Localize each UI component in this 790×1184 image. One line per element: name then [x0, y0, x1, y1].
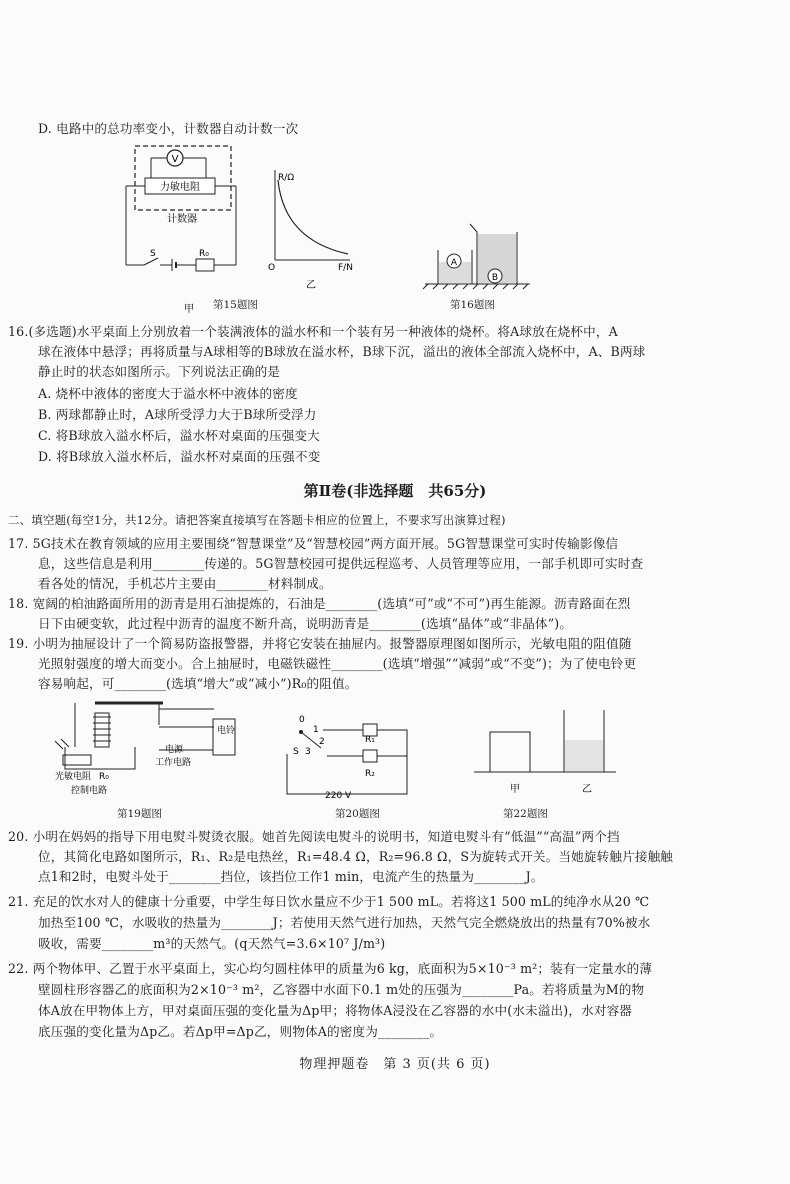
- q22-line: 体A放在甲物体上方，甲对桌面压强的变化量为Δp甲；将物体A浸没在乙容器的水中(水未溢出)，水对容器: [38, 1003, 633, 1018]
- node-2: 2: [319, 737, 325, 747]
- q16-option-b: B. 两球都静止时，A球所受浮力大于B球所受浮力: [38, 407, 317, 422]
- section-instructions: 二、填空题(每空1分，共12分。请把答案直接填写在答题卡相应的位置上，不要求写出演算过程): [8, 513, 506, 527]
- node-0: 0: [299, 715, 305, 725]
- r0-label: R₀: [199, 249, 209, 259]
- figure-19: [55, 695, 265, 805]
- bell-label: 电铃: [217, 726, 236, 736]
- q18-line: 日下由硬变软，此过程中沥青的温度不断升高，说明沥青是________(选填“晶体”或“非晶体”)。: [38, 616, 573, 631]
- q17-line: 看各处的情况，手机芯片主要由________材料制成。: [38, 576, 332, 591]
- caption-20: 第20题图: [335, 808, 380, 820]
- q19-line: 光照射强度的增大而变小。合上抽屉时，电磁铁磁性________(选填“增强”“减弱”或“不变”)；为了使电铃更: [38, 656, 637, 671]
- q21-line: 21. 充足的饮水对人的健康十分重要，中学生每日饮水量应不少于1 500 mL。若将这1 500 mL的纯净水从20 ℃: [8, 894, 650, 909]
- voltage-label: 220 V: [325, 791, 352, 801]
- force-resistor-label: 力敏电阻: [160, 182, 200, 193]
- axis-y-label: R/Ω: [278, 173, 295, 183]
- caption-19: 第19题图: [117, 808, 162, 820]
- q16-line: 16.(多选题)水平桌面上分别放着一个装满液体的溢水杯和一个装有另一种液体的烧杯。将A球放在烧杯中，A: [8, 324, 618, 339]
- q22-line: 壁圆柱形容器乙的底面积为2×10⁻³ m²，乙容器中水面下0.1 m处的压强为________Pa。若将质量为M的物: [38, 982, 645, 997]
- label-jia: 甲: [184, 304, 194, 315]
- axis-x-label: F/N: [338, 263, 353, 273]
- r2-label: R₂: [365, 769, 375, 779]
- label-yi: 乙: [306, 280, 316, 291]
- q16-line: 球在液体中悬浮；再将质量与A球相等的B球放在溢水杯，B球下沉，溢出的液体全部流入烧杯中，A、B两球: [38, 344, 646, 359]
- q22-line: 22. 两个物体甲、乙置于水平桌面上，实心均匀圆柱体甲的质量为6 kg，底面积为5×10⁻³ m²；装有一定量水的薄: [8, 961, 653, 976]
- r1-label: R₁: [365, 735, 375, 745]
- q17-line: 息，这些信息是利用________传递的。5G智慧校园可提供远程巡考、人员管理等应用，一部手机即可实时查: [38, 556, 644, 571]
- ball-a-label: A: [450, 258, 458, 268]
- voltmeter-label: V: [171, 154, 179, 165]
- counter-label: 计数器: [167, 214, 197, 225]
- caption-22: 第22题图: [503, 808, 548, 820]
- caption-15: 第15题图: [213, 299, 258, 311]
- section-title: 第Ⅱ卷(非选择题 共65分): [303, 482, 487, 500]
- label-yi-22: 乙: [582, 784, 592, 795]
- node-1: 1: [313, 725, 319, 735]
- ldr-label: 光敏电阻: [55, 772, 92, 782]
- q16-option-a: A. 烧杯中液体的密度大于溢水杯中液体的密度: [38, 386, 298, 401]
- q16-line: 静止时的状态如图所示。下列说法正确的是: [38, 364, 281, 379]
- q21-line: 加热至100 ℃，水吸收的热量为________J；若使用天然气进行加热，天然气完全燃烧放出的热量有70%被水: [38, 915, 651, 930]
- ball-b-label: B: [491, 273, 499, 283]
- q20-line: 20. 小明在妈妈的指导下用电熨斗熨烫衣服。她首先阅读电熨斗的说明书，知道电熨斗有“低温”“高温”两个挡: [8, 829, 620, 844]
- figure-22: [470, 700, 620, 795]
- figure-16: [420, 210, 540, 290]
- work-circuit-label: 工作电路: [155, 758, 192, 768]
- q17-line: 17. 5G技术在教育领域的应用主要围绕“智慧课堂”及“智慧校园”两方面开展。5G智慧课堂可实时传输影像信: [8, 536, 619, 551]
- q22-line: 底压强的变化量为Δp乙。若Δp甲=Δp乙，则物体A的密度为________。: [38, 1024, 443, 1039]
- page-footer: 物理押题卷 第 3 页(共 6 页): [299, 1057, 491, 1072]
- supply-label: 电源: [165, 745, 184, 755]
- node-3: 3: [305, 747, 311, 757]
- q20-line: 位，其简化电路如图所示，R₁、R₂是电热丝，R₁=48.4 Ω，R₂=96.8 Ω，S为旋转式开关。当她旋转触片接触触: [38, 849, 674, 864]
- q16-option-d: D. 将B球放入溢水杯后，溢水杯对桌面的压强不变: [38, 449, 321, 464]
- q19-line: 19. 小明为抽屉设计了一个简易防盗报警器，并将它安装在抽屉内。报警器原理图如图所示，光敏电阻的阻值随: [8, 636, 632, 651]
- switch-s: S: [293, 747, 299, 757]
- q19-line: 容易响起，可________(选填“增大”或“减小”)R₀的阻值。: [38, 676, 358, 691]
- figure-20: [285, 706, 435, 806]
- q21-line: 吸收，需要________m³的天然气。(q天然气=3.6×10⁷ J/m³): [38, 936, 386, 951]
- caption-16: 第16题图: [450, 299, 495, 311]
- q18-line: 18. 宽阔的柏油路面所用的沥青是用石油提炼的，石油是________(选填“可”或“不可”)再生能源。沥青路面在烈: [8, 596, 631, 611]
- switch-label: S: [150, 249, 156, 259]
- label-jia-22: 甲: [510, 784, 520, 795]
- q16-option-c: C. 将B球放入溢水杯后，溢水杯对桌面的压强变大: [38, 428, 320, 443]
- option-d-q15: D. 电路中的总功率变小，计数器自动计数一次: [38, 121, 299, 136]
- figure-15: [118, 140, 368, 315]
- q20-line: 点1和2时，电熨斗处于________挡位，该挡位工作1 min，电流产生的热量为________J。: [38, 869, 544, 884]
- control-circuit-label: 控制电路: [71, 786, 108, 796]
- origin-label: O: [268, 263, 276, 273]
- r0-label-19: R₀: [99, 772, 109, 782]
